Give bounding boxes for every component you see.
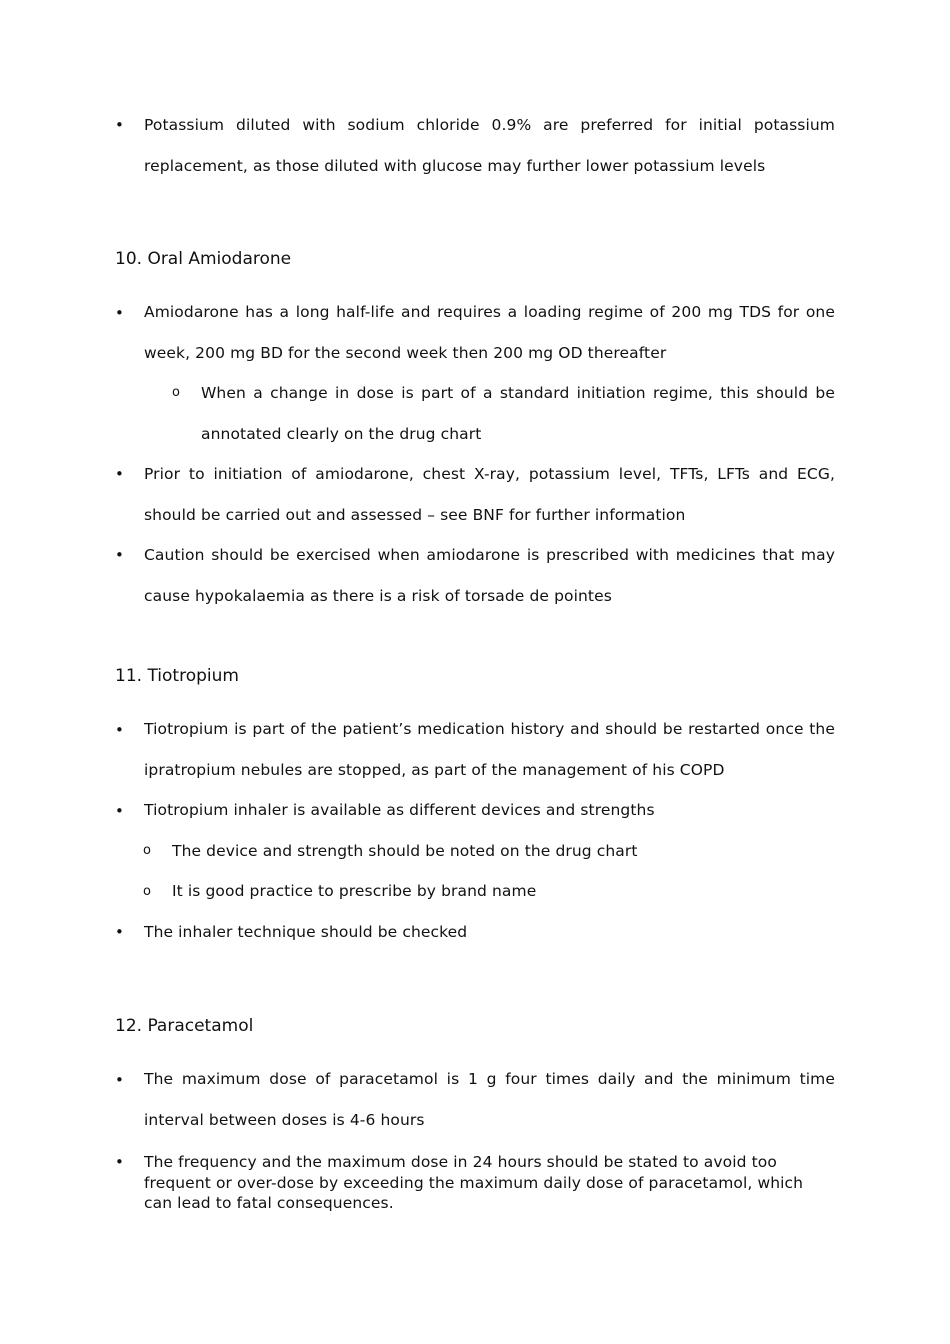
bullet-marker: •: [115, 923, 124, 941]
tiotropium-sub-bullet-1: The device and strength should be noted on the drug chart: [172, 842, 638, 860]
bullet-marker: •: [115, 116, 124, 134]
sub-bullet-marker: o: [172, 385, 180, 400]
bullet-marker: •: [115, 721, 124, 739]
paracetamol-bullet-1: The maximum dose of paracetamol is 1 g four times daily and the minimum time interval between doses is 4-6 hours: [144, 1070, 835, 1129]
tiotropium-bullet-3: The inhaler technique should be checked: [144, 923, 468, 941]
tiotropium-bullet-1: Tiotropium is part of the patient’s medication history and should be restarted once the ipratropium nebules are stopped, as part of the management of his COPD: [144, 720, 835, 779]
bullet-marker: •: [115, 304, 124, 322]
tiotropium-sub-bullet-2: It is good practice to prescribe by brand name: [172, 882, 537, 900]
amiodarone-sub-bullet: When a change in dose is part of a standard initiation regime, this should be annotated clearly on the drug chart: [201, 384, 835, 443]
bullet-marker: •: [115, 546, 124, 564]
bullet-marker: •: [115, 465, 124, 483]
tiotropium-bullet-2: Tiotropium inhaler is available as different devices and strengths: [144, 801, 655, 819]
amiodarone-bullet-3: Caution should be exercised when amiodarone is prescribed with medicines that may cause hypokalaemia as there is a risk of torsade de pointes: [144, 546, 835, 605]
sub-bullet-marker: o: [143, 884, 151, 899]
potassium-bullet-text: Potassium diluted with sodium chloride 0.9% are preferred for initial potassium replacement, as those diluted with glucose may further lower potassium levels: [144, 116, 835, 175]
amiodarone-bullet-1: Amiodarone has a long half-life and requires a loading regime of 200 mg TDS for one week, 200 mg BD for the second week then 200 mg OD thereafter: [144, 303, 835, 362]
bullet-marker: •: [115, 1071, 124, 1089]
paracetamol-bullet-2: The frequency and the maximum dose in 24 hours should be stated to avoid too frequent or over-dose by exceeding the maximum daily dose of paracetamol, which can lead to fatal consequences.: [144, 1153, 804, 1212]
section-heading-tiotropium: 11. Tiotropium: [115, 666, 239, 686]
section-heading-paracetamol: 12. Paracetamol: [115, 1016, 254, 1036]
sub-bullet-marker: o: [143, 843, 151, 858]
bullet-marker: •: [115, 802, 124, 820]
bullet-marker: •: [115, 1153, 124, 1171]
amiodarone-bullet-2: Prior to initiation of amiodarone, chest X-ray, potassium level, TFTs, LFTs and ECG, should be carried out and assessed – see BNF for further information: [144, 465, 835, 524]
section-heading-amiodarone: 10. Oral Amiodarone: [115, 249, 292, 269]
